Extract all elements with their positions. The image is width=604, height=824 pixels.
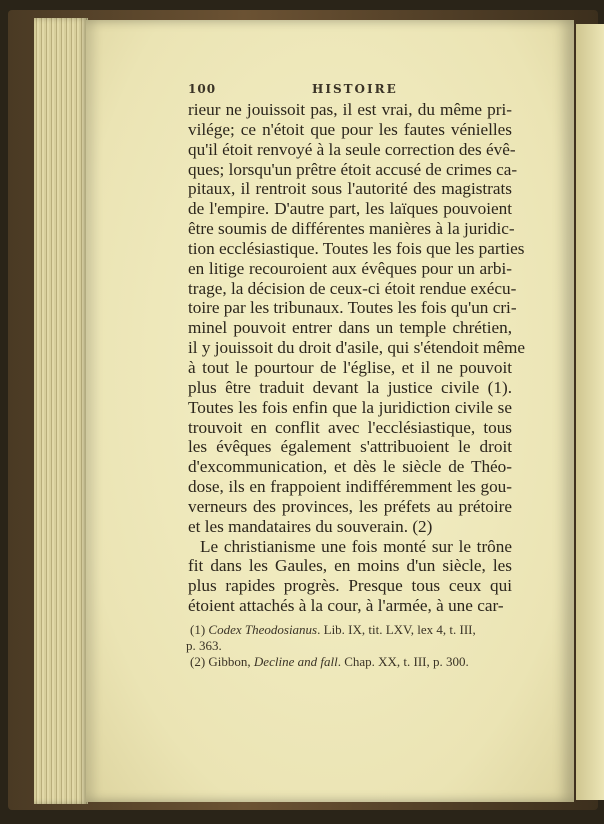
- text-line: pitaux, il rentroit sous l'autorité des magistrats: [188, 179, 512, 199]
- text-line: fit dans les Gaules, en moins d'un siècle, les: [188, 556, 512, 576]
- text-line: d'excommunication, et dès le siècle de Théo-: [188, 457, 512, 477]
- text-line: à tout le pourtour de l'église, et il ne pouvoit: [188, 357, 512, 377]
- footnote-1: (1) Codex Theodosianus. Lib. IX, tit. LXV, lex 4, t. III,: [190, 622, 476, 637]
- text-line: plus rapides progrès. Presque tous ceux qui: [188, 576, 512, 596]
- text-line: trage, la décision de ceux-ci étoit rendue exécu-: [188, 278, 517, 298]
- text-line: ques; lorsqu'un prêtre étoit accusé de crimes ca-: [188, 159, 518, 179]
- footnotes: [186, 622, 514, 670]
- text-line: qu'il étoit renvoyé à la seule correction des évê-: [188, 139, 516, 159]
- text-line: de l'empire. D'autre part, les laïques pouvoient: [188, 199, 512, 219]
- text-line: plus être traduit devant la justice civile (1).: [188, 377, 512, 397]
- running-title: HISTOIRE: [312, 82, 398, 96]
- text-line: il y jouissoit du droit d'asile, qui s'étendoit même: [188, 338, 526, 358]
- facing-page: [576, 24, 604, 800]
- body-text: [188, 100, 526, 616]
- text-line: toire par les tribunaux. Toutes les fois qu'un cri-: [188, 298, 517, 318]
- text-line: et les mandataires du souverain. (2): [188, 516, 433, 536]
- footnote-2: (2) Gibbon, Decline and fall. Chap. XX, t. III, p. 300.: [190, 654, 469, 669]
- text-line: verneurs des provinces, les préfets au prétoire: [188, 496, 512, 516]
- footnote-1-continued: p. 363.: [186, 638, 222, 653]
- text-line: Toutes les fois enfin que la juridiction civile se: [188, 397, 512, 417]
- text-line: vilége; ce n'étoit que pour les fautes vénielles: [188, 119, 512, 139]
- text-line: rieur ne jouissoit pas, il est vrai, du même pri-: [188, 100, 512, 119]
- text-line: les évêques également s'attribuoient le droit: [188, 437, 512, 457]
- text-line: trouvoit en conflit avec l'ecclésiastique, tous: [188, 417, 512, 437]
- text-line: en litige recouroient aux évêques pour un arbi-: [188, 258, 512, 278]
- text-line: être soumis de différentes manières à la juridic-: [188, 219, 515, 239]
- page-edges: [34, 18, 88, 804]
- text-line: Le christianisme une fois monté sur le trône: [200, 536, 512, 556]
- text-line: tion ecclésiastique. Toutes les fois que les parties: [188, 238, 525, 258]
- text-line: minel pouvoit entrer dans un temple chrétien,: [188, 318, 512, 338]
- text-line: étoient attachés à la cour, à l'armée, à une car-: [188, 596, 504, 616]
- page-number: 100: [188, 82, 217, 96]
- text-line: dose, ils en frappoient indifféremment les gou-: [188, 477, 512, 497]
